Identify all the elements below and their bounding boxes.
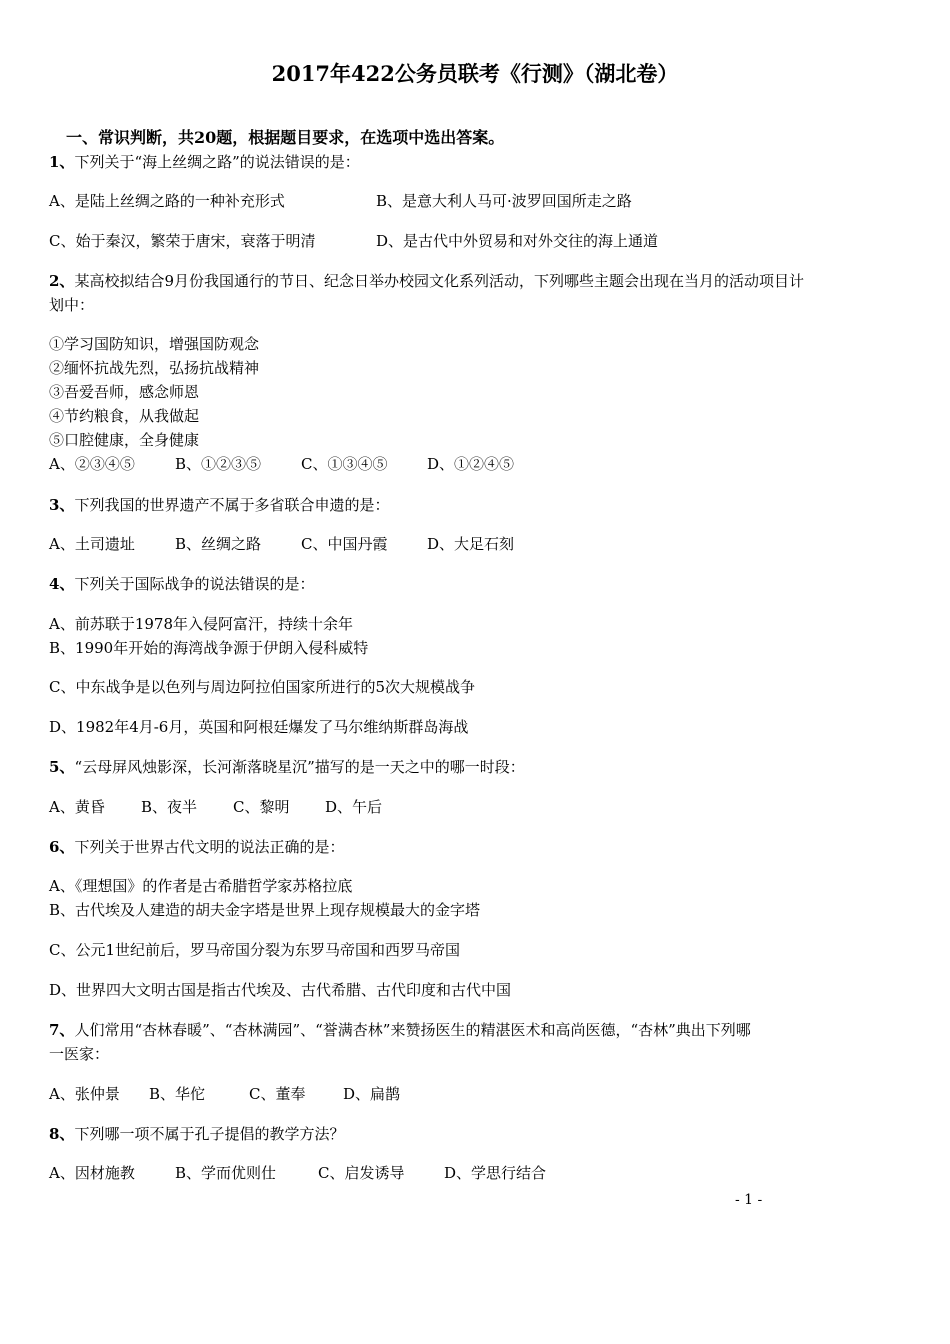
- question-text: 下列关于世界古代文明的说法正确的是：: [74, 838, 345, 856]
- question-7-stem-cont: 一医家：: [49, 1045, 110, 1063]
- question-8-options: [49, 1163, 546, 1183]
- question-6-option-b: B、古代埃及人建造的胡夫金字塔是世界上现存规模最大的金字塔: [49, 901, 481, 919]
- question-text: 下列哪一项不属于孔子提倡的教学方法？: [74, 1125, 345, 1143]
- option-c: C、启发诱导: [318, 1164, 405, 1182]
- option-d: D、午后: [325, 798, 383, 816]
- page-number: - 1 -: [735, 1192, 763, 1208]
- question-3-options: [49, 534, 514, 554]
- option-a: A、是陆上丝绸之路的一种补充形式: [49, 192, 285, 210]
- question-6-option-a: A、《理想国》的作者是古希腊哲学家苏格拉底: [49, 877, 353, 895]
- option-b: B、是意大利人马可·波罗回国所走之路: [376, 192, 632, 210]
- question-5-stem: [49, 757, 525, 777]
- question-number: 3、: [49, 496, 75, 514]
- question-text: 下列关于国际战争的说法错误的是：: [74, 575, 315, 593]
- question-6-option-d: D、世界四大文明古国是指古代埃及、古代希腊、古代印度和古代中国: [49, 981, 512, 999]
- question-1-stem: [49, 152, 360, 172]
- question-text: “云母屏风烛影深，长河渐落晓星沉”描写的是一天之中的哪一时段：: [74, 758, 525, 776]
- question-3-stem: [49, 495, 389, 515]
- page-title: 2017年422公务员联考《行测》（湖北卷）: [271, 61, 679, 86]
- question-2-options: [49, 454, 514, 474]
- option-b: B、华佗: [149, 1085, 206, 1103]
- question-8-stem: [49, 1124, 344, 1144]
- question-text: 下列我国的世界遗产不属于多省联合申遗的是：: [74, 496, 390, 514]
- question-2-item-5: ⑤口腔健康，全身健康: [49, 431, 200, 449]
- question-4-option-d: D、1982年4月-6月，英国和阿根廷爆发了马尔维纳斯群岛海战: [49, 718, 469, 736]
- question-6-stem: [49, 837, 344, 857]
- question-2-item-1: ①学习国防知识，增强国防观念: [49, 335, 260, 353]
- option-a: A、土司遗址: [49, 535, 135, 553]
- question-5-options: [49, 797, 382, 817]
- section-title: 一、常识判断，共20题，根据题目要求，在选项中选出答案。: [66, 128, 505, 147]
- option-c: C、黎明: [233, 798, 290, 816]
- question-6-option-c: C、公元1世纪前后，罗马帝国分裂为东罗马帝国和西罗马帝国: [49, 941, 461, 959]
- question-2-item-3: ③吾爱吾师，感念师恩: [49, 383, 200, 401]
- question-text: 下列关于“海上丝绸之路”的说法错误的是：: [74, 153, 360, 171]
- question-2-stem: [49, 271, 804, 291]
- option-d: D、是古代中外贸易和对外交往的海上通道: [376, 232, 659, 250]
- option-c: C、中国丹霞: [301, 535, 388, 553]
- option-a: A、②③④⑤: [49, 455, 135, 473]
- question-4-option-c: C、中东战争是以色列与周边阿拉伯国家所进行的5次大规模战争: [49, 678, 476, 696]
- option-b: B、①②③⑤: [175, 455, 262, 473]
- question-4-option-a: A、前苏联于1978年入侵阿富汗，持续十余年: [49, 615, 354, 633]
- question-4-stem: [49, 574, 314, 594]
- question-number: 6、: [49, 838, 75, 856]
- option-a: A、黄昏: [49, 798, 105, 816]
- question-2-stem-cont: 划中：: [49, 296, 95, 314]
- question-2-item-4: ④节约粮食，从我做起: [49, 407, 200, 425]
- option-d: D、大足石刻: [427, 535, 515, 553]
- question-number: 2、: [49, 272, 75, 290]
- question-text: 人们常用“杏林春暖”、“杏林满园”、“誉满杏林”来赞扬医生的精湛医术和高尚医德，“杏林”典出下列哪: [74, 1021, 751, 1039]
- option-a: A、因材施教: [49, 1164, 135, 1182]
- option-c: C、始于秦汉，繁荣于唐宋，衰落于明清: [49, 232, 316, 250]
- option-b: B、丝绸之路: [175, 535, 262, 553]
- option-a: A、张仲景: [49, 1085, 120, 1103]
- question-2-item-2: ②缅怀抗战先烈，弘扬抗战精神: [49, 359, 260, 377]
- question-4-option-b: B、1990年开始的海湾战争源于伊朗入侵科威特: [49, 639, 369, 657]
- option-d: D、学思行结合: [444, 1164, 547, 1182]
- question-number: 4、: [49, 575, 75, 593]
- option-b: B、学而优则仕: [175, 1164, 277, 1182]
- question-number: 8、: [49, 1125, 75, 1143]
- question-number: 1、: [49, 153, 75, 171]
- question-1-options-row-2: [49, 231, 658, 251]
- option-d: D、①②④⑤: [427, 455, 515, 473]
- question-text: 某高校拟结合9月份我国通行的节日、纪念日举办校园文化系列活动，下列哪些主题会出现在当月的活动项目计: [74, 272, 804, 290]
- question-7-options: [49, 1084, 400, 1104]
- question-number: 5、: [49, 758, 75, 776]
- option-b: B、夜半: [141, 798, 198, 816]
- option-d: D、扁鹊: [343, 1085, 401, 1103]
- question-1-options-row-1: [49, 191, 632, 211]
- option-c: C、董奉: [249, 1085, 306, 1103]
- question-number: 7、: [49, 1021, 75, 1039]
- option-c: C、①③④⑤: [301, 455, 388, 473]
- question-7-stem: [49, 1020, 751, 1040]
